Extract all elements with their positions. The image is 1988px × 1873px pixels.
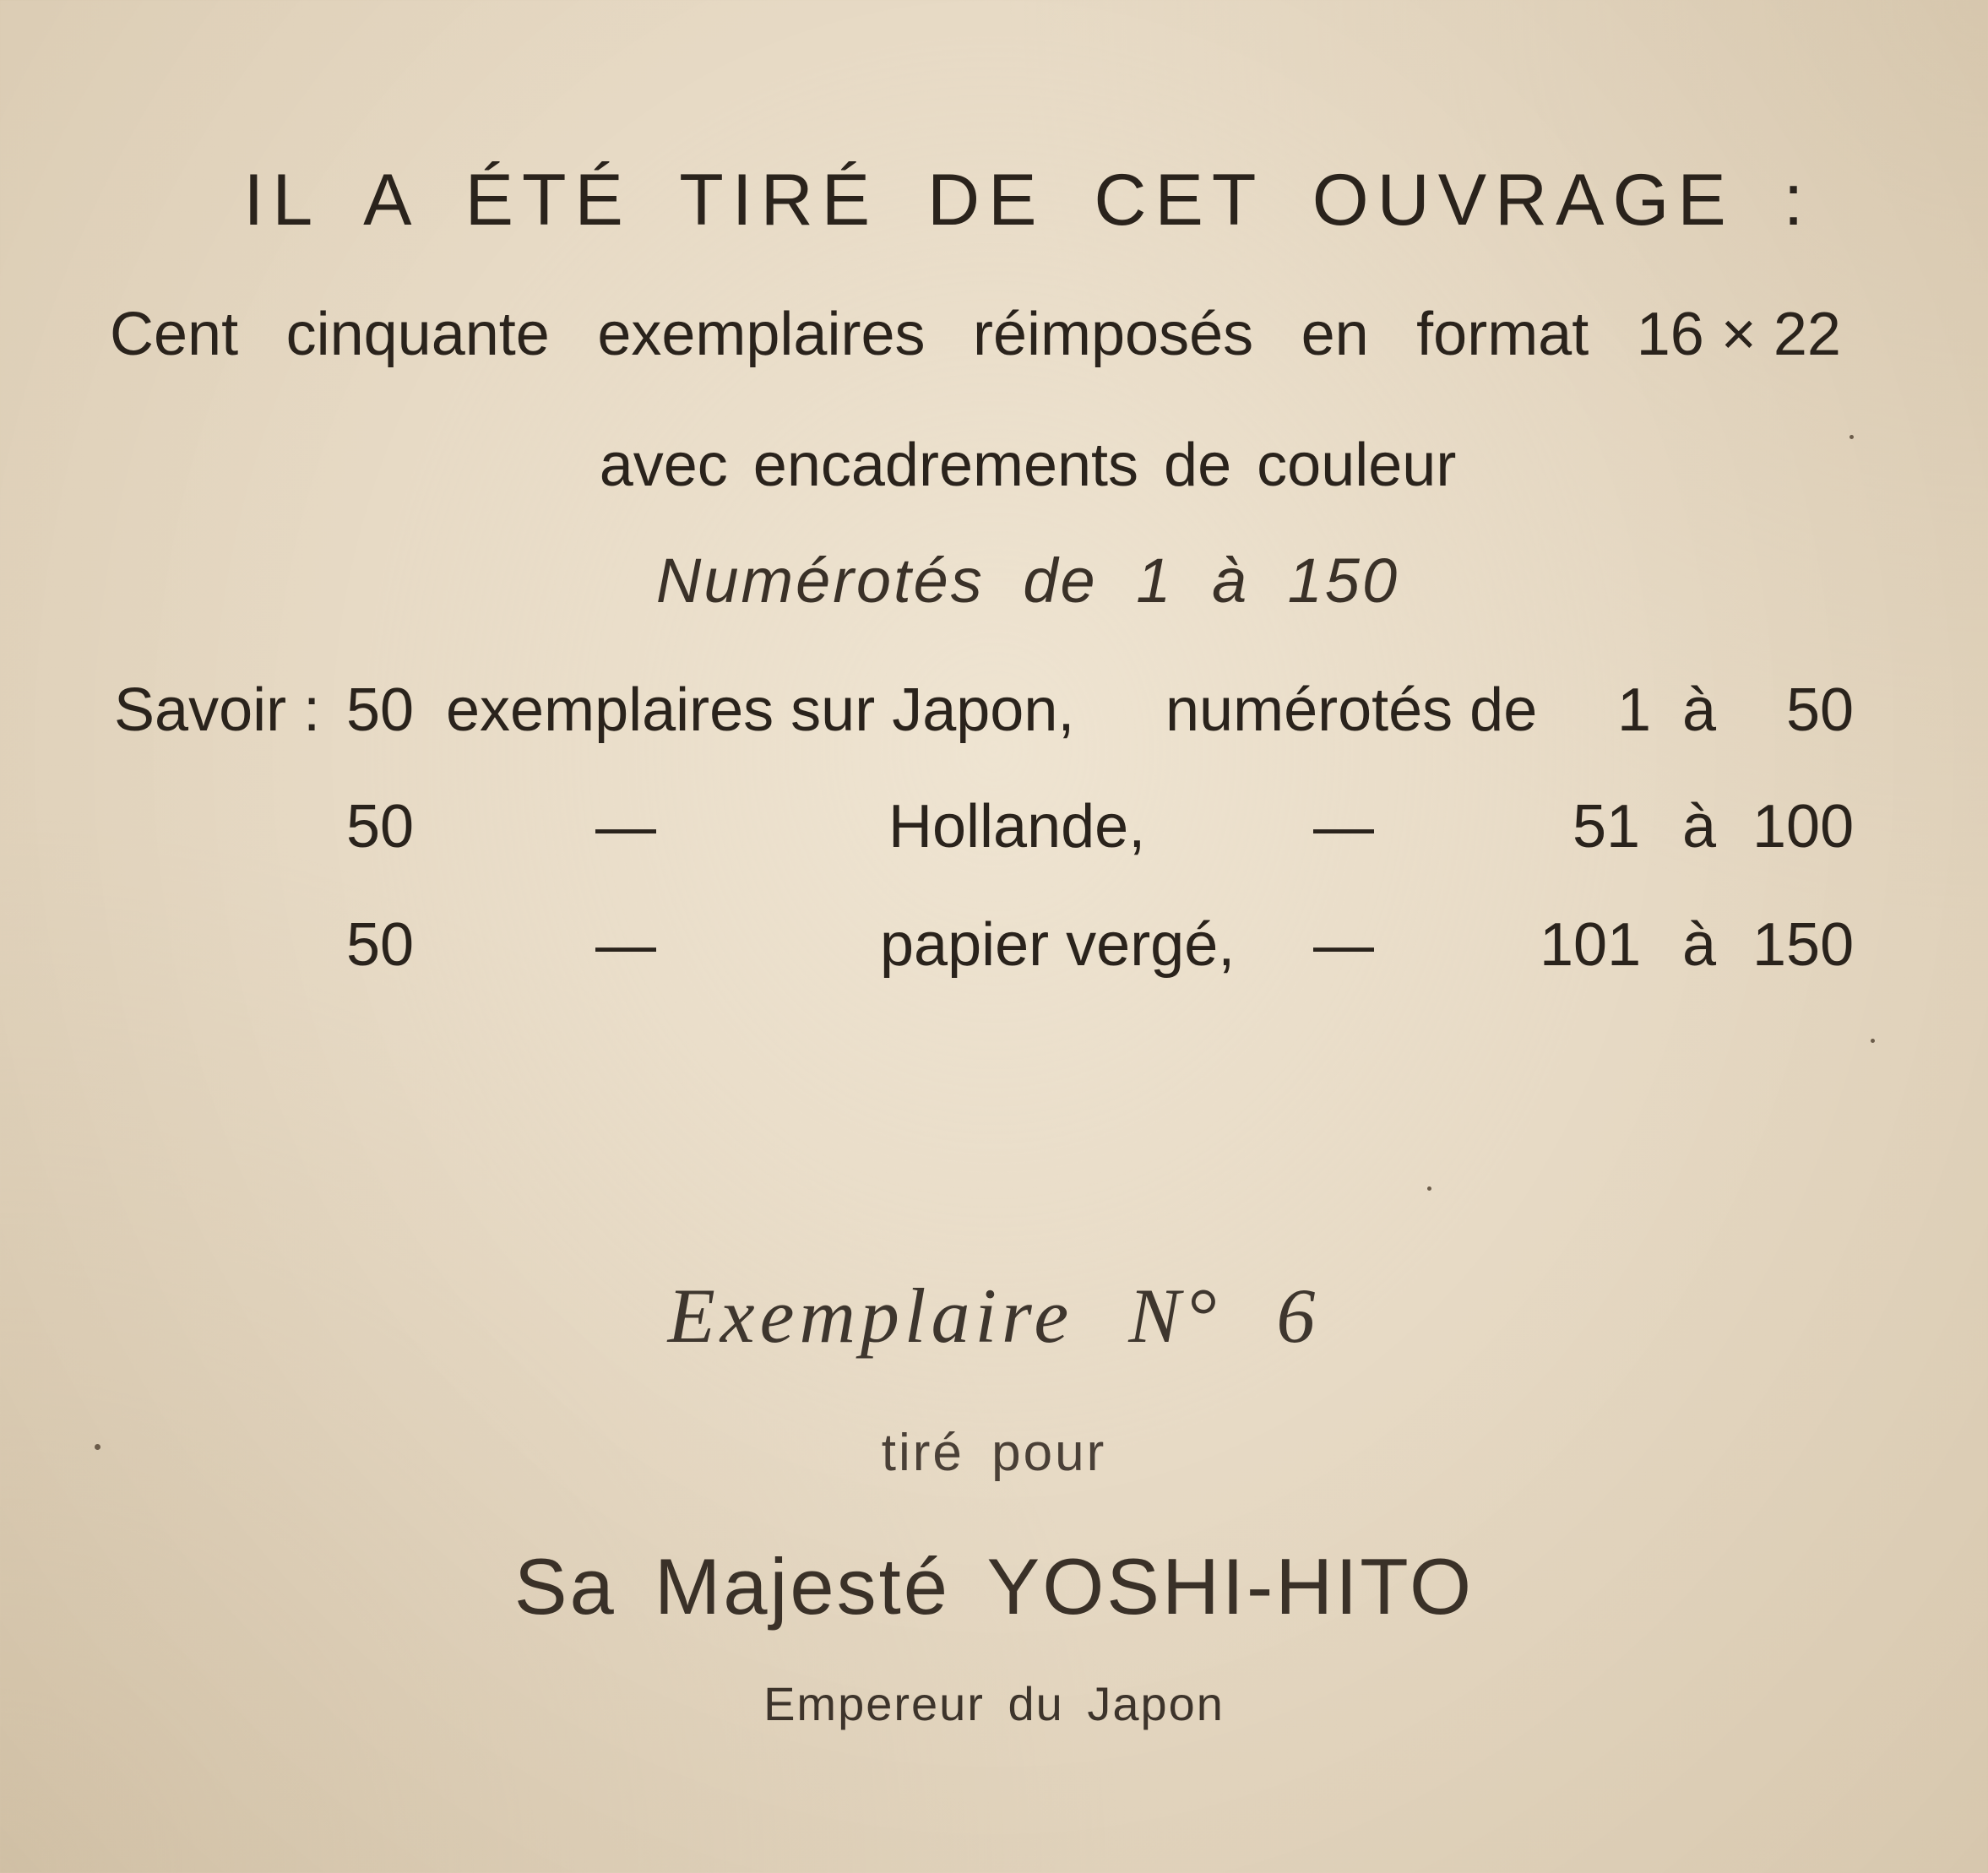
edition-to: 100 xyxy=(1752,793,1855,860)
edition-from: 51 xyxy=(1572,793,1641,860)
edition-label: numérotés de xyxy=(1165,676,1538,744)
edition-paper: Hollande, xyxy=(888,793,1146,860)
word-6: format xyxy=(1416,301,1589,368)
paper-speck xyxy=(95,1444,100,1450)
edition-from: 101 xyxy=(1540,911,1642,979)
edition-a: à xyxy=(1682,911,1717,979)
word-1: Cent xyxy=(110,301,239,368)
edition-description-line1 xyxy=(110,300,1841,369)
edition-from: 1 xyxy=(1617,676,1652,744)
edition-to: 150 xyxy=(1752,911,1855,979)
paper-speck xyxy=(1849,435,1854,439)
edition-intro: Savoir : xyxy=(114,676,321,744)
edition-count: 50 xyxy=(346,911,415,979)
colophon-heading: IL A ÉTÉ TIRÉ DE CET OUVRAGE : xyxy=(243,160,1812,241)
paper-speck xyxy=(1871,1039,1875,1043)
recipient-title: Empereur du Japon xyxy=(763,1677,1225,1730)
edition-count: 50 xyxy=(346,676,415,744)
edition-a: à xyxy=(1682,676,1717,744)
ditto-dash: — xyxy=(1313,793,1374,860)
word-2: cinquante xyxy=(285,301,550,368)
word-5: en xyxy=(1301,301,1369,368)
recipient-name: Sa Majesté YOSHI-HITO xyxy=(513,1542,1475,1631)
word-3: exemplaires xyxy=(597,301,926,368)
ditto-dash: — xyxy=(595,793,656,860)
paper-speck xyxy=(1427,1186,1431,1191)
edition-count: 50 xyxy=(346,793,415,860)
edition-paper: papier vergé, xyxy=(880,911,1236,979)
numbering-range: Numérotés de 1 à 150 xyxy=(655,546,1400,616)
word-4: réimposés xyxy=(972,301,1254,368)
format-dimensions: 16 × 22 xyxy=(1636,301,1841,368)
printed-for-label: tiré pour xyxy=(881,1424,1107,1482)
edition-to: 50 xyxy=(1786,676,1855,744)
edition-paper: exemplaires sur Japon, xyxy=(446,676,1075,744)
ditto-dash: — xyxy=(1313,911,1374,979)
ditto-dash: — xyxy=(595,911,656,979)
copy-number-stamp: Exemplaire N° 6 xyxy=(667,1273,1321,1359)
edition-a: à xyxy=(1682,793,1717,860)
edition-description-line2: avec encadrements de couleur xyxy=(599,432,1457,499)
